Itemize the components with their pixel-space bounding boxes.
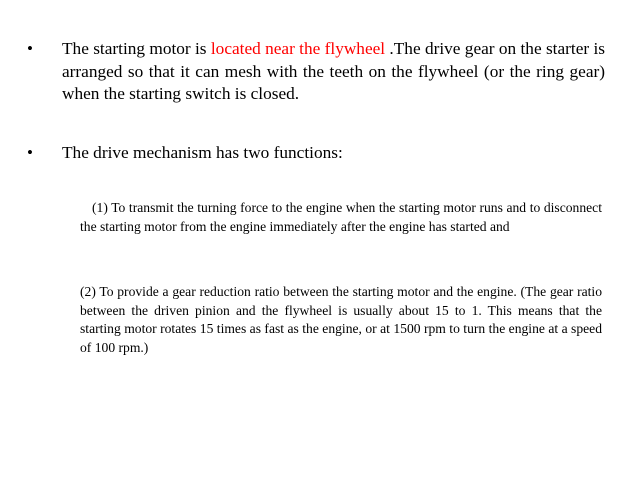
sub-point-gear-reduction: (2) To provide a gear reduction ratio between the starting motor and the engine. (The gear ratio between the driven pinion and the flywheel is usually about 15 to 1. This means that the starting motor rotates 15 times as fast as the engine, or at 1500 rpm to turn the engine at a speed of 100 rpm.) bbox=[80, 284, 602, 356]
bullet-starting-motor bbox=[27, 38, 605, 106]
bullet-drive-mechanism bbox=[27, 142, 605, 165]
bullet-marker: • bbox=[27, 143, 33, 162]
highlight-location: located near the flywheel bbox=[210, 39, 386, 58]
sub-point-text: (1) To transmit the turning force to the engine when the starting motor runs and to disconnect the starting motor from the engine immediately after the engine has started and bbox=[80, 200, 602, 234]
sub-point-transmit bbox=[80, 199, 602, 236]
bullet-text-starting-motor bbox=[62, 38, 605, 106]
bullet-text-drive-mechanism: The drive mechanism has two functions: bbox=[62, 143, 343, 162]
bullet-marker: • bbox=[27, 39, 33, 58]
bullet-text-lead: The starting motor is bbox=[62, 39, 211, 58]
bullet-text-rest: .The drive gear on the starter is arranged so that it can mesh with the teeth on the flywheel (or the ring gear) when the starting switch is closed. bbox=[62, 39, 605, 103]
